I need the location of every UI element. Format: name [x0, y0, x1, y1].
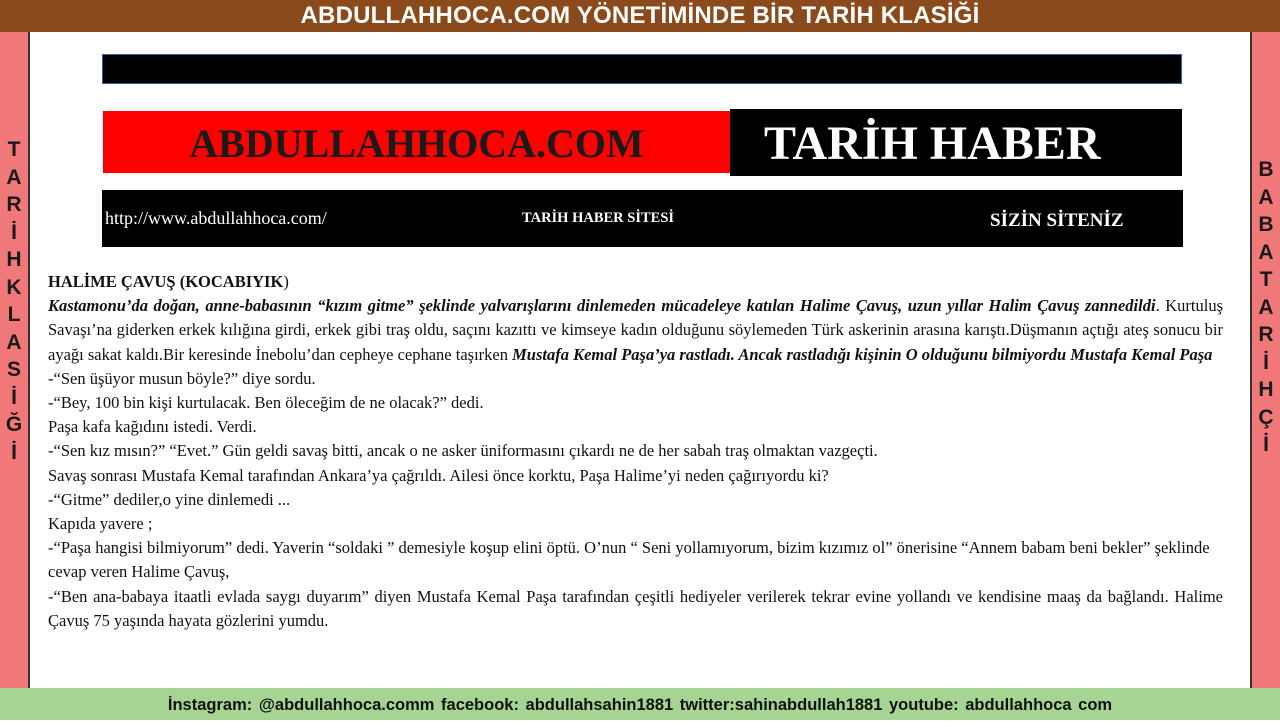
article-line: -“Sen üşüyor musun böyle?” diye sordu. — [48, 368, 316, 388]
article-intro — [48, 294, 1223, 367]
article-line: Paşa kafa kağıdını istedi. Verdi. — [48, 417, 257, 437]
article-line: Savaş sonrası Mustafa Kemal tarafından Ankara’ya çağrıldı. Ailesi önce korktu, Paşa Halime’yi neden çağırıyordu ki? — [48, 465, 829, 485]
article-title — [48, 270, 1223, 294]
right-vertical-letter: B — [1258, 158, 1274, 181]
article-line: -“Bey, 100 bin kişi kurtulacak. Ben öleceğim de ne olacak?” dedi. — [48, 393, 484, 413]
left-vertical-letter: Ğ — [5, 413, 23, 436]
left-vertical-letter: İ — [11, 385, 17, 409]
right-vertical-letter: R — [1258, 323, 1274, 346]
article-line: -“Gitme” dediler,o yine dinlemedi ... — [48, 489, 291, 509]
left-vertical-letter: A — [6, 165, 22, 189]
article-line: -“Sen kız mısın?” “Evet.” Gün geldi savaş bitti, ancak o ne asker üniformasını çıkardı ne de her sabah traş olmaktan vazgeçti. — [48, 441, 878, 461]
right-vertical-letter: H — [1258, 378, 1274, 401]
right-vertical-text — [1258, 156, 1273, 459]
site-tagline: TARİH HABER SİTESİ — [522, 210, 675, 226]
site-slogan: SİZİN SİTENİZ — [990, 210, 1124, 231]
left-vertical-text — [6, 136, 22, 466]
right-vertical-letter: B — [1258, 213, 1274, 236]
right-vertical-letter: Ç — [1258, 405, 1274, 429]
left-vertical-letter: A — [6, 330, 22, 354]
right-side-strip — [1250, 32, 1280, 688]
left-vertical-letter: İ — [11, 220, 17, 244]
article-line: -“Paşa hangisi bilmiyorum” dedi. Yaverin “soldaki ” demesiyle koşup elini öptü. O’nun “ Seni yollamıyorum, bizim kızımız ol” önerisine “Annem babam beni bekler” şeklinde cevap veren Halime Çavuş, — [48, 538, 1210, 582]
intro-bold-text: Kastamonu’da doğan, anne-babasının “kızım gitme” şeklinde yalvarışlarını dinlemeden mücadeleye katılan Halime Çavuş, uzun yıllar Halim Çavuş zannedildi — [48, 296, 1156, 316]
left-vertical-letter: R — [6, 193, 22, 216]
intro-text: . Kurtuluş Savaşı’na giderken erkek kılığına girdi, erkek gibi traş oldu, saçını kazıttı ve kimseye kadın olduğunu söylemeden Türk askerinin arasına karıştı.Düşmanın açtığı ateş sonucu bir ayağı sakat kaldı.Bir keresinde İnebolu’dan cepheye cephane taşırken — [48, 296, 1224, 364]
site-url-link[interactable]: http://www.abdullahhoca.com/ — [105, 208, 327, 228]
info-bar — [102, 190, 1183, 247]
black-header-bar — [102, 54, 1182, 84]
right-vertical-letter: İ — [1263, 433, 1269, 456]
article-line: -“Ben ana-babaya itaatli evlada saygı duyarım” diyen Mustafa Kemal Paşa tarafından çeşitli hediyeler verilerek tekrar evine yollandı ve kendisine maaş da bağlandı. Halime Çavuş 75 yaşında hayata gözlerini yumdu. — [48, 586, 1223, 630]
right-vertical-letter: A — [1258, 185, 1274, 209]
article-title-paren: ) — [283, 272, 289, 291]
left-vertical-letter: K — [6, 275, 22, 299]
left-vertical-letter: T — [7, 138, 21, 161]
right-vertical-letter: İ — [1263, 350, 1269, 374]
intro-bold-text-2: Mustafa Kemal Paşa’ya rastladı. Ancak rastladığı kişinin O olduğunu bilmiyordu Mustafa Kemal Paşa — [512, 344, 1213, 364]
article-line: Kapıda yavere ; — [48, 514, 153, 534]
left-side-strip — [0, 32, 30, 688]
left-vertical-letter: H — [6, 248, 22, 271]
social-media-banner: İnstagram: @abdullahhoca.comm facebook: abdullahsahin1881 twitter:sahinabdullah1881 youtube: abdullahhoca com — [0, 688, 1280, 720]
top-banner: ABDULLAHHOCA.COM YÖNETİMİNDE BİR TARİH KLASİĞİ — [0, 0, 1280, 32]
brand-section-title: TARİH HABER — [730, 109, 1182, 176]
left-vertical-letter: L — [7, 303, 21, 326]
article-title-text: HALİME ÇAVUŞ (KOCABIYIK — [48, 272, 284, 291]
right-vertical-letter: A — [1258, 295, 1274, 319]
brand-site-name: ABDULLAHHOCA.COM — [103, 111, 730, 173]
right-vertical-letter: A — [1258, 240, 1274, 264]
right-vertical-letter: T — [1259, 268, 1273, 291]
left-vertical-letter: S — [6, 358, 21, 381]
left-vertical-letter: İ — [11, 440, 17, 464]
article-body — [48, 270, 1223, 633]
